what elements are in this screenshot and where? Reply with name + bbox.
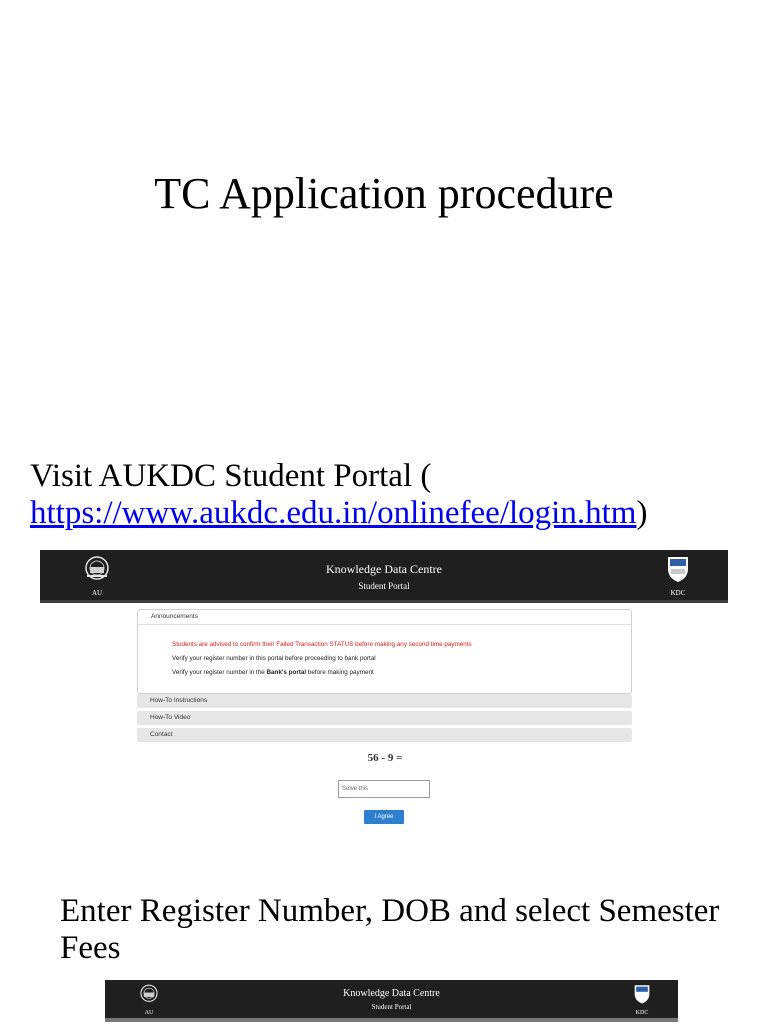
- accordion-how-to-video[interactable]: How-To Video: [137, 711, 632, 725]
- au-logo-label: AU: [91, 589, 103, 597]
- announcement-item: Students are advised to confirm their Failed Transaction STATUS before making any second time payments: [172, 641, 472, 648]
- announcements-panel: [137, 609, 632, 694]
- kdc-logo: [627, 983, 657, 1016]
- accordion-how-to-instructions[interactable]: How-To Instructions: [137, 694, 632, 708]
- portal-header: [105, 980, 678, 1022]
- portal-link[interactable]: https://www.aukdc.edu.in/onlinefee/login.htm: [30, 495, 637, 531]
- announcements-heading[interactable]: Announcements: [138, 610, 631, 625]
- announcement-suffix: before making payment: [306, 669, 374, 676]
- announcement-item: [172, 669, 374, 676]
- announcement-prefix: Verify your register number in the: [172, 669, 267, 676]
- slide-title: TC Application procedure: [154, 169, 614, 218]
- kdc-logo-label: KDC: [670, 589, 686, 597]
- kdc-shield-icon: [664, 554, 692, 584]
- header-title: Knowledge Data Centre: [343, 988, 440, 999]
- kdc-shield-icon: [631, 983, 653, 1005]
- enter-instruction: Enter Register Number, DOB and select Semester Fees: [60, 893, 720, 966]
- header-subtitle: Student Portal: [358, 581, 410, 591]
- visit-suffix: ): [636, 495, 648, 531]
- portal-screenshot-fees: [105, 980, 678, 1024]
- header-subtitle: Student Portal: [371, 1003, 412, 1011]
- header-title: Knowledge Data Centre: [326, 562, 442, 576]
- portal-header: [40, 550, 728, 603]
- announcement-item: Verify your register number in this portal before proceeding to bank portal: [172, 655, 376, 662]
- kdc-logo: [661, 554, 695, 597]
- captcha-answer-input[interactable]: Solve this: [338, 780, 430, 798]
- captcha-question: 56 - 9 =: [367, 752, 403, 764]
- announcement-bold: Bank's portal: [266, 669, 307, 676]
- accordion-contact[interactable]: Contact: [137, 728, 632, 742]
- visit-instruction: [30, 458, 750, 532]
- kdc-logo-label: KDC: [635, 1010, 649, 1016]
- au-logo-label: AU: [144, 1010, 154, 1016]
- visit-prefix: Visit AUKDC Student Portal (: [30, 458, 432, 494]
- portal-screenshot-login: [40, 550, 728, 840]
- i-agree-button[interactable]: I Agree: [364, 810, 404, 824]
